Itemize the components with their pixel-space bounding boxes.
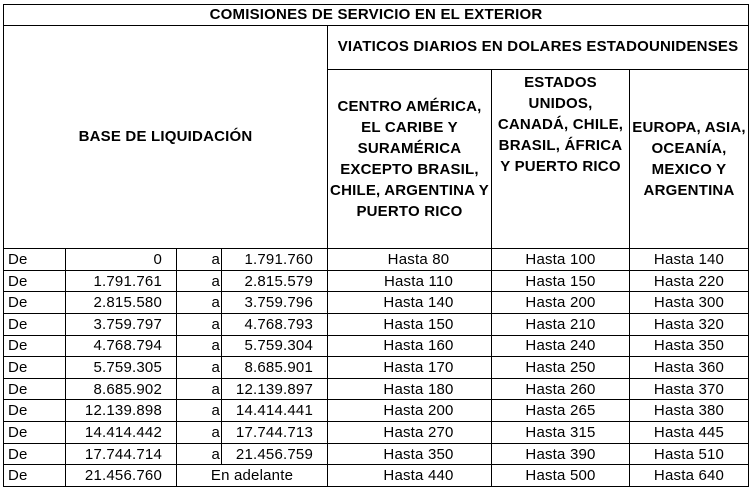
row-value-europa: Hasta 320 — [630, 313, 749, 335]
table-row — [4, 465, 749, 487]
table-title: COMISIONES DE SERVICIO EN EL EXTERIOR — [4, 5, 749, 26]
row-from-value: 17.744.714 — [66, 443, 177, 465]
row-to-value: 2.815.579 — [222, 270, 328, 292]
row-de-label: De — [4, 400, 66, 422]
row-de-label: De — [4, 357, 66, 379]
row-a-label: a — [177, 443, 222, 465]
row-from-value: 2.815.580 — [66, 292, 177, 314]
table-row — [4, 270, 749, 292]
row-to-value: 8.685.901 — [222, 357, 328, 379]
row-a-label: a — [177, 270, 222, 292]
row-to-value: 5.759.304 — [222, 335, 328, 357]
region-header-estados-unidos: ESTADOS UNIDOS, CANADÁ, CHILE, BRASIL, ÁFRICA Y PUERTO RICO — [492, 69, 630, 248]
row-value-estados-unidos: Hasta 315 — [492, 422, 630, 444]
row-a-label: a — [177, 292, 222, 314]
row-value-estados-unidos: Hasta 210 — [492, 313, 630, 335]
row-value-europa: Hasta 360 — [630, 357, 749, 379]
row-value-centro-america: Hasta 170 — [328, 357, 492, 379]
row-a-label: a — [177, 249, 222, 271]
row-to-value: 4.768.793 — [222, 313, 328, 335]
row-de-label: De — [4, 313, 66, 335]
row-to-value: 17.744.713 — [222, 422, 328, 444]
row-from-value: 5.759.305 — [66, 357, 177, 379]
row-de-label: De — [4, 270, 66, 292]
table-row — [4, 292, 749, 314]
viaticos-header: VIATICOS DIARIOS EN DOLARES ESTADOUNIDENSES — [328, 25, 749, 69]
row-value-centro-america: Hasta 350 — [328, 443, 492, 465]
table-row — [4, 400, 749, 422]
row-from-value: 3.759.797 — [66, 313, 177, 335]
row-de-label: De — [4, 292, 66, 314]
row-value-centro-america: Hasta 180 — [328, 378, 492, 400]
row-value-centro-america: Hasta 150 — [328, 313, 492, 335]
row-value-estados-unidos: Hasta 240 — [492, 335, 630, 357]
row-de-label: De — [4, 378, 66, 400]
row-value-europa: Hasta 220 — [630, 270, 749, 292]
region-header-centro-america: CENTRO AMÉRICA, EL CARIBE Y SURAMÉRICA EXCEPTO BRASIL, CHILE, ARGENTINA Y PUERTO RICO — [328, 69, 492, 248]
row-value-europa: Hasta 370 — [630, 378, 749, 400]
row-from-value: 14.414.442 — [66, 422, 177, 444]
row-to-value: 14.414.441 — [222, 400, 328, 422]
row-to-open-ended: En adelante — [177, 465, 328, 487]
row-value-europa: Hasta 300 — [630, 292, 749, 314]
row-from-value: 21.456.760 — [66, 465, 177, 487]
table-row — [4, 378, 749, 400]
row-a-label: a — [177, 357, 222, 379]
row-to-value: 12.139.897 — [222, 378, 328, 400]
row-value-europa: Hasta 140 — [630, 249, 749, 271]
row-value-estados-unidos: Hasta 260 — [492, 378, 630, 400]
row-value-estados-unidos: Hasta 200 — [492, 292, 630, 314]
row-value-europa: Hasta 445 — [630, 422, 749, 444]
row-a-label: a — [177, 313, 222, 335]
table-row — [4, 335, 749, 357]
row-value-centro-america: Hasta 110 — [328, 270, 492, 292]
region-header-europa: EUROPA, ASIA, OCEANÍA, MEXICO Y ARGENTINA — [630, 69, 749, 248]
table-row — [4, 313, 749, 335]
row-value-europa: Hasta 510 — [630, 443, 749, 465]
row-de-label: De — [4, 249, 66, 271]
table-row — [4, 422, 749, 444]
row-value-centro-america: Hasta 160 — [328, 335, 492, 357]
row-value-estados-unidos: Hasta 500 — [492, 465, 630, 487]
row-value-estados-unidos: Hasta 250 — [492, 357, 630, 379]
row-a-label: a — [177, 335, 222, 357]
row-value-estados-unidos: Hasta 150 — [492, 270, 630, 292]
row-from-value: 1.791.761 — [66, 270, 177, 292]
row-from-value: 0 — [66, 249, 177, 271]
row-from-value: 4.768.794 — [66, 335, 177, 357]
row-to-value: 3.759.796 — [222, 292, 328, 314]
row-value-centro-america: Hasta 270 — [328, 422, 492, 444]
row-value-estados-unidos: Hasta 390 — [492, 443, 630, 465]
row-from-value: 12.139.898 — [66, 400, 177, 422]
row-from-value: 8.685.902 — [66, 378, 177, 400]
row-value-centro-america: Hasta 200 — [328, 400, 492, 422]
row-de-label: De — [4, 335, 66, 357]
viaticos-table — [3, 4, 749, 487]
row-value-estados-unidos: Hasta 265 — [492, 400, 630, 422]
row-to-value: 1.791.760 — [222, 249, 328, 271]
row-value-centro-america: Hasta 80 — [328, 249, 492, 271]
table-row — [4, 443, 749, 465]
row-to-value: 21.456.759 — [222, 443, 328, 465]
base-liquidacion-header: BASE DE LIQUIDACIÓN — [4, 25, 328, 248]
row-a-label: a — [177, 400, 222, 422]
row-a-label: a — [177, 378, 222, 400]
table-row — [4, 249, 749, 271]
row-de-label: De — [4, 443, 66, 465]
row-de-label: De — [4, 465, 66, 487]
row-de-label: De — [4, 422, 66, 444]
table-row — [4, 357, 749, 379]
row-a-label: a — [177, 422, 222, 444]
row-value-europa: Hasta 350 — [630, 335, 749, 357]
row-value-estados-unidos: Hasta 100 — [492, 249, 630, 271]
row-value-europa: Hasta 640 — [630, 465, 749, 487]
row-value-centro-america: Hasta 140 — [328, 292, 492, 314]
row-value-europa: Hasta 380 — [630, 400, 749, 422]
row-value-centro-america: Hasta 440 — [328, 465, 492, 487]
